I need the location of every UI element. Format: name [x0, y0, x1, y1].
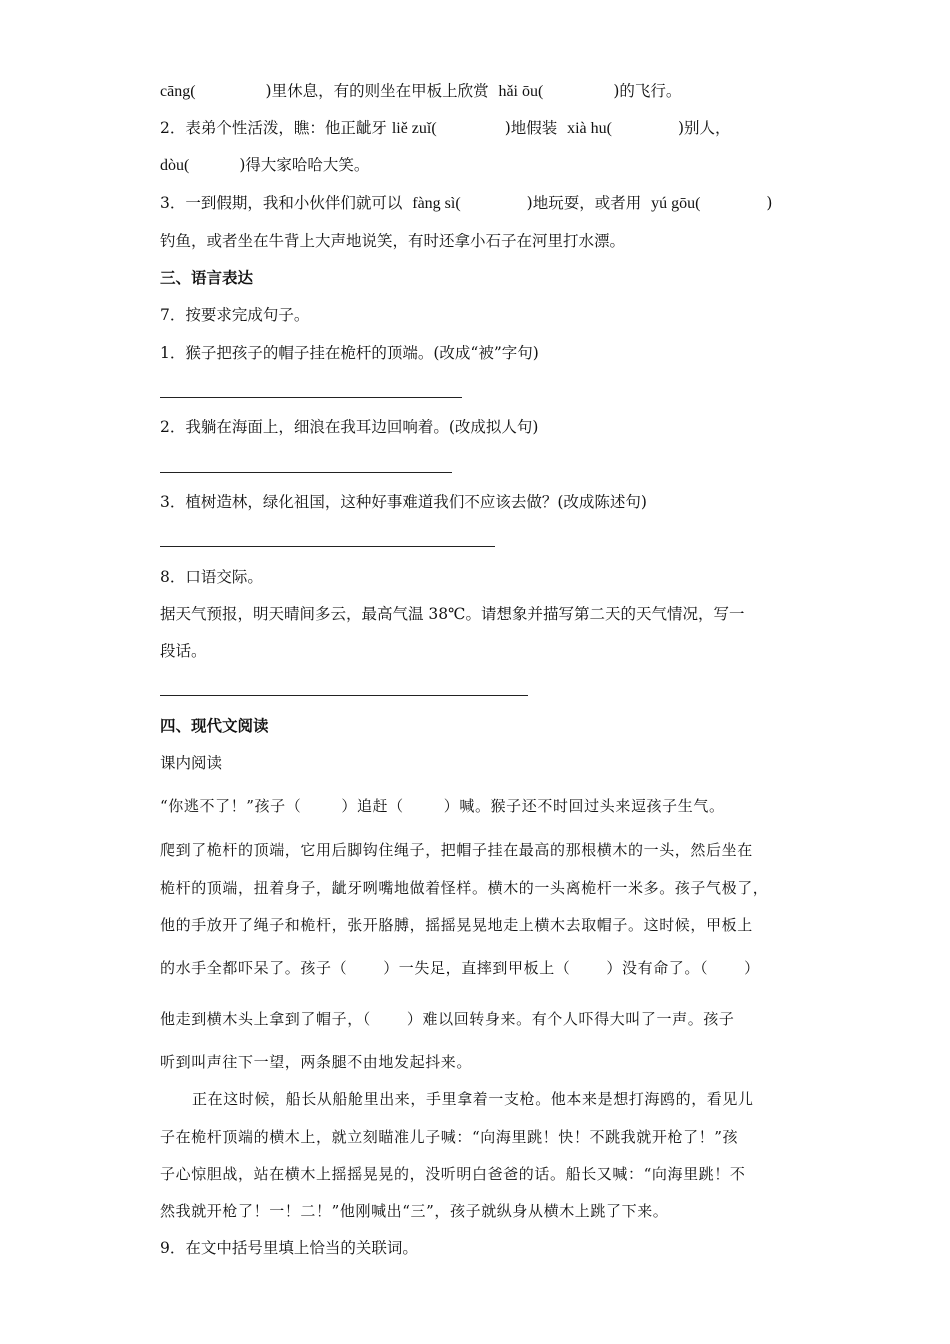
passage-line-5: 的水手全都吓呆了。孩子（ ）一失足，直摔到甲板上（ ）没有命了。（ ） [160, 959, 760, 977]
answer-line[interactable] [160, 546, 495, 547]
answer-line[interactable] [160, 397, 462, 398]
answer-line[interactable] [160, 472, 452, 473]
passage-line-6: 他走到横木头上拿到了帽子，（ ）难以回转身来。有个人吓得大叫了一声。孩子 [160, 1010, 735, 1028]
question-7-item-3: 3．植树造林，绿化祖国，这种好事难道我们不应该去做？(改成陈述句) [160, 493, 647, 511]
vocab-question-2-line-1: 2．表弟个性活泼，瞧：他正龇牙 liě zuǐ( )地假装 xià hu( )别人， [160, 119, 731, 137]
passage-line-11: 然我就开枪了！一！二！”他刚喊出“三”，孩子就纵身从横木上跳了下来。 [160, 1202, 669, 1220]
passage-line-7: 听到叫声往下一望，两条腿不由地发起抖来。 [160, 1053, 473, 1071]
question-7-item-1: 1．猴子把孩子的帽子挂在桅杆的顶端。(改成“被”字句) [160, 344, 539, 362]
question-7-item-2: 2．我躺在海面上，细浪在我耳边回响着。(改成拟人句) [160, 418, 539, 436]
question-8-prompt-line-2: 段话。 [160, 642, 207, 660]
passage-line-3: 桅杆的顶端，扭着身子，龇牙咧嘴地做着怪样。横木的一头离桅杆一米多。孩子气极了， [160, 879, 769, 897]
passage-line-8: 正在这时候，船长从船舱里出来，手里拿着一支枪。他本来是想打海鸥的，看见儿 [192, 1090, 754, 1108]
section-heading-language-expression: 三、语言表达 [160, 269, 254, 287]
passage-line-10: 子心惊胆战，站在横木上摇摇晃晃的，没听明白爸爸的话。船长又喊：“向海里跳！不 [160, 1165, 746, 1183]
reading-subheading: 课内阅读 [160, 754, 223, 772]
passage-line-2: 爬到了桅杆的顶端，它用后脚钩住绳子，把帽子挂在最高的那根横木的一头，然后坐在 [160, 841, 753, 859]
question-8-prompt-line-1: 据天气预报，明天晴间多云，最高气温 38℃。请想象并描写第二天的天气情况，写一 [160, 605, 745, 623]
vocab-question-3-line-1: 3．一到假期，我和小伙伴们就可以 fàng sì( )地玩耍，或者用 yú gōu( ) [160, 194, 773, 212]
answer-line[interactable] [160, 695, 528, 696]
passage-line-4: 他的手放开了绳子和桅杆，张开胳膊，摇摇晃晃地走上横木去取帽子。这时候，甲板上 [160, 916, 753, 934]
vocab-question-2-line-2: dòu( )得大家哈哈大笑。 [160, 156, 370, 174]
vocab-question-3-line-2: 钓鱼，或者坐在牛背上大声地说笑，有时还拿小石子在河里打水漂。 [160, 232, 626, 250]
section-heading-modern-reading: 四、现代文阅读 [160, 717, 269, 735]
passage-line-1: “你逃不了！”孩子（ ）追赶（ ）喊。猴子还不时回过头来逗孩子生气。 [160, 797, 725, 815]
question-8-title: 8．口语交际。 [160, 568, 263, 586]
question-9-title: 9．在文中括号里填上恰当的关联词。 [160, 1239, 418, 1257]
vocab-line-1: cāng( )里休息，有的则坐在甲板上欣赏 hǎi ōu( )的飞行。 [160, 82, 682, 100]
question-7-title: 7．按要求完成句子。 [160, 306, 310, 324]
passage-line-9: 子在桅杆顶端的横木上，就立刻瞄准儿子喊：“向海里跳！快！不跳我就开枪了！”孩 [160, 1128, 739, 1146]
